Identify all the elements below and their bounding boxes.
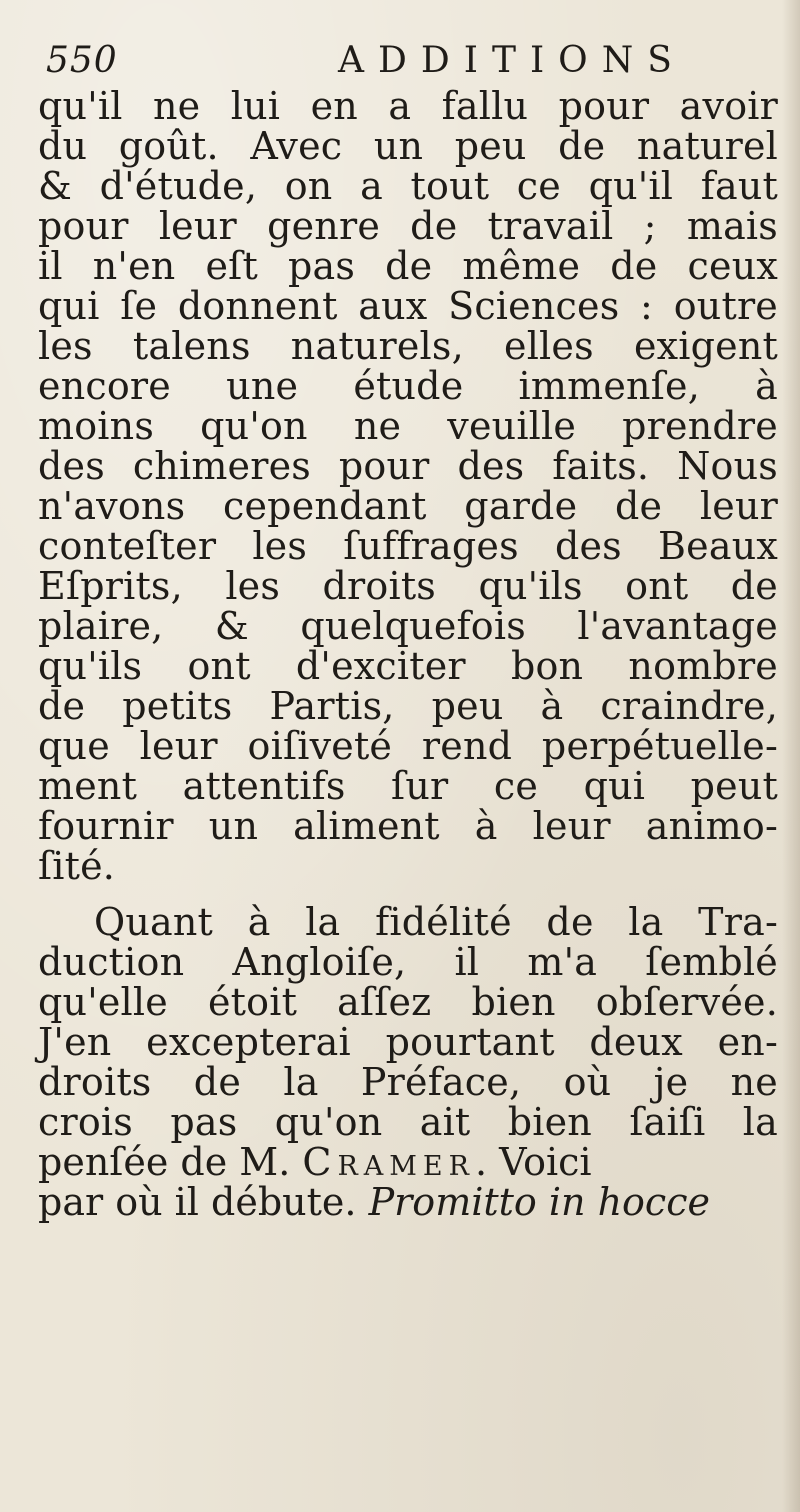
- text-line: Quant à la fidélité de la Tra-: [94, 900, 778, 944]
- text-line: de petits Partis, peu à craindre,: [38, 684, 778, 728]
- text-line: qu'ils ont d'exciter bon nombre: [38, 644, 778, 688]
- text-line-with-author-name: [38, 1142, 778, 1182]
- text-fragment: . Voici: [474, 1140, 592, 1184]
- text-line: pour leur genre de travail ; mais: [38, 204, 778, 248]
- author-name: Cramer: [302, 1140, 475, 1184]
- text-line: n'avons cependant garde de leur: [38, 484, 778, 528]
- text-line: crois pas qu'on ait bien ſaiſi la: [38, 1100, 778, 1144]
- text-line: qui ſe donnent aux Sciences : outre: [38, 284, 778, 328]
- latin-quotation: Promitto in hocce: [368, 1180, 710, 1224]
- text-line: que leur oiſiveté rend perpétuelle-: [38, 724, 778, 768]
- text-line: duction Angloiſe, il m'a ſemblé: [38, 940, 778, 984]
- running-head: ADDITIONS: [338, 40, 686, 81]
- page-header: [46, 34, 746, 90]
- text-line: J'en excepterai pourtant deux en-: [38, 1020, 778, 1064]
- text-line: ment attentifs ſur ce qui peut: [38, 764, 778, 808]
- text-line: moins qu'on ne veuille prendre: [38, 404, 778, 448]
- paragraph-1: [38, 86, 778, 886]
- text-line: des chimeres pour des faits. Nous: [38, 444, 778, 488]
- text-line: ſité.: [38, 844, 116, 888]
- paragraph-2: [38, 902, 778, 1222]
- text-fragment: penſée de M.: [38, 1140, 303, 1184]
- text-line: qu'il ne lui en a fallu pour avoir: [38, 84, 778, 128]
- text-line-with-quotation: [38, 1182, 778, 1222]
- text-line: il n'en eſt pas de même de ceux: [38, 244, 778, 288]
- text-line: plaire, & quelquefois l'avantage: [38, 604, 778, 648]
- text-line: Eſprits, les droits qu'ils ont de: [38, 564, 778, 608]
- page-number: 550: [46, 40, 118, 81]
- text-line: droits de la Préface, où je ne: [38, 1060, 778, 1104]
- page-edge-shadow: [782, 0, 800, 1512]
- text-line: conteſter les ſuffrages des Beaux: [38, 524, 778, 568]
- text-line: fournir un aliment à leur animo-: [38, 804, 778, 848]
- text-line: les talens naturels, elles exigent: [38, 324, 778, 368]
- text-fragment: par où il débute.: [38, 1180, 369, 1224]
- body-text: [38, 86, 778, 1222]
- text-line: qu'elle étoit aſſez bien obſervée.: [38, 980, 778, 1024]
- text-line: du goût. Avec un peu de naturel: [38, 124, 778, 168]
- text-line: & d'étude, on a tout ce qu'il faut: [38, 164, 778, 208]
- text-line: encore une étude immenſe, à: [38, 364, 778, 408]
